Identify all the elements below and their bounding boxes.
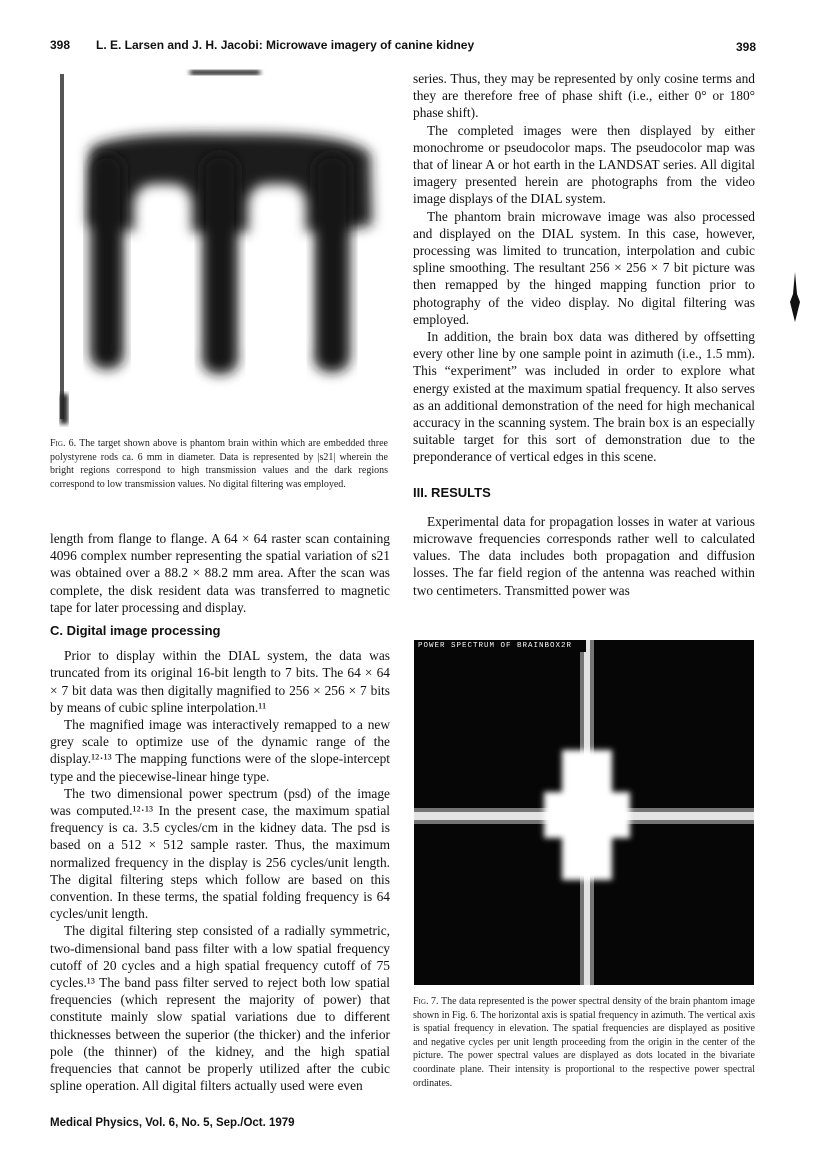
fig7-caption-label: Fig. 7. [413, 996, 439, 1007]
right-paragraph-4: In addition, the brain box data was dithered by offsetting every other line by one sample point in azimuth (i.e., 1.5 mm). This “experiment” was included in order to explore what energy existed at the maximum spatial frequency. It also serves as an additional demonstration of the need for high mechanical accuracy in the scanning system. The brain box is an especially suitable target for this sort of demonstration due to the preponderance of vertical edges in this scene. [413, 329, 755, 465]
fig7-spectrum-graphic [414, 640, 754, 985]
fig6-image [50, 64, 400, 434]
left-paragraph-5: The digital filtering step consisted of a radially symmetric, two-dimensional band pass filter with a low spatial frequency cutoff of 20 cycles and a high spatial frequency cutoff of 75 cycles.¹³ The band pass filter served to reject both low spatial frequencies (which represent the majority of power) that constitute mainly slow spatial variations due to different thicknesses between the superior (the thicker) and the inferior pole (the thinner) of the kidney, and the high spatial frequencies that cannot be properly utilized after the cubic spline operation. All digital filters actually used were even [50, 923, 390, 1094]
page-number-right: 398 [736, 40, 757, 54]
fig6-caption-label: Fig. 6. [50, 438, 77, 449]
fig7-image-label: POWER SPECTRUM OF BRAINBOX2R [418, 642, 573, 650]
right-paragraph-5: Experimental data for propagation losses in water at various microwave frequencies corresponds rather well to calculated values. The data includes both propagation and diffusion losses. The far field region of the antenna was reached within two centimeters. Transmitted power was [413, 513, 755, 598]
left-paragraph-1: length from flange to flange. A 64 × 64 raster scan containing 4096 complex number representing the spatial variation of s21 was obtained over a 88.2 × 88.2 mm area. After the scan was complete, the disk resident data was transferred to magnetic tape for later processing and display. [50, 531, 390, 615]
right-paragraph-2: The completed images were then displayed by either monochrome or pseudocolor maps. The pseudocolor map was that of linear A or hot earth in the LANDSAT series. All digital imagery presented herein are photographs from the video image displays of the DIAL system. [413, 122, 755, 207]
fig7-caption-text: The data represented is the power spectral density of the brain phantom image shown in Fig. 6. The horizontal axis is spatial frequency in azimuth. The vertical axis is spatial frequency in elevation. The spatial frequencies are displayed as positive and negative cycles per unit length proceeding from the origin in the center of the picture. The power spectral values are displayed as dots located in the bivariate coordinate plane. Their intensity is proportional to the respective power spectral ordinates. [413, 996, 755, 1089]
fig6-rod-left [90, 154, 124, 369]
running-title: L. E. Larsen and J. H. Jacobi: Microwave imagery of canine kidney [96, 38, 475, 52]
fig7-center-glow-horizontal [544, 792, 630, 838]
page-number-left: 398 [50, 38, 71, 52]
fig6-top-bar [190, 70, 260, 75]
right-paragraph-3: The phantom brain microwave image was also processed and displayed on the DIAL system. In this case, however, processing was limited to truncation, interpolation and cubic spline smoothing. The resultant 256 × 256 × 7 bit picture was then remapped by the hinged mapping function prior to photography of the video display. No digital filtering was employed. [413, 208, 755, 327]
fig7-caption [413, 995, 755, 1090]
right-paragraph-1: series. Thus, they may be represented by only cosine terms and they are therefore free of phase shift (i.e., either 0° or 180° phase shift). [413, 71, 755, 121]
left-paragraph-2: Prior to display within the DIAL system, the data was truncated from its original 16-bit length to 7 bits. The 64 × 64 × 7 bit data was then digitally magnified to 256 × 256 × 7 bits by means of cubic spline interpolation.¹¹ [50, 648, 390, 715]
section-heading-results: III. RESULTS [413, 484, 491, 500]
fig7-image [414, 640, 754, 985]
section-heading-c: C. Digital image processing [50, 623, 221, 639]
left-column [50, 530, 390, 1095]
left-paragraph-3: The magnified image was interactively remapped to a new grey scale to optimize use of the dynamic range of the display.¹²·¹³ The mapping functions were of the slope-intercept type and the piecewise-linear hinge type. [50, 717, 390, 784]
fig6-left-edge [60, 74, 64, 419]
right-column [413, 70, 755, 599]
fig6-rod-right [314, 154, 350, 372]
fig6-phantom-graphic [50, 64, 400, 434]
left-paragraph-4: The two dimensional power spectrum (psd) of the image was computed.¹²·¹³ In the present case, the maximum spatial frequency is ca. 3.5 cycles/cm in the kidney data. The psd is based on a 512 × 512 sample raster. Thus, the maximum normalized frequency in the display is 256 cycles/unit length. The digital filtering steps which follow are based on this convention. In these terms, the spatial folding frequency is 64 cycles/unit length. [50, 785, 390, 922]
margin-mark [790, 272, 800, 322]
fig6-rod-middle [202, 154, 238, 374]
fig6-caption [50, 437, 388, 491]
journal-footer: Medical Physics, Vol. 6, No. 5, Sep./Oct. 1979 [50, 1117, 295, 1129]
fig6-caption-text: The target shown above is phantom brain within which are embedded three polystyrene rods ca. 6 mm in diameter. Data is represented by |s21| wherein the bright regions correspond to high transmission values and the dark regions correspond to low transmission values. No digital filtering was employed. [50, 438, 388, 490]
